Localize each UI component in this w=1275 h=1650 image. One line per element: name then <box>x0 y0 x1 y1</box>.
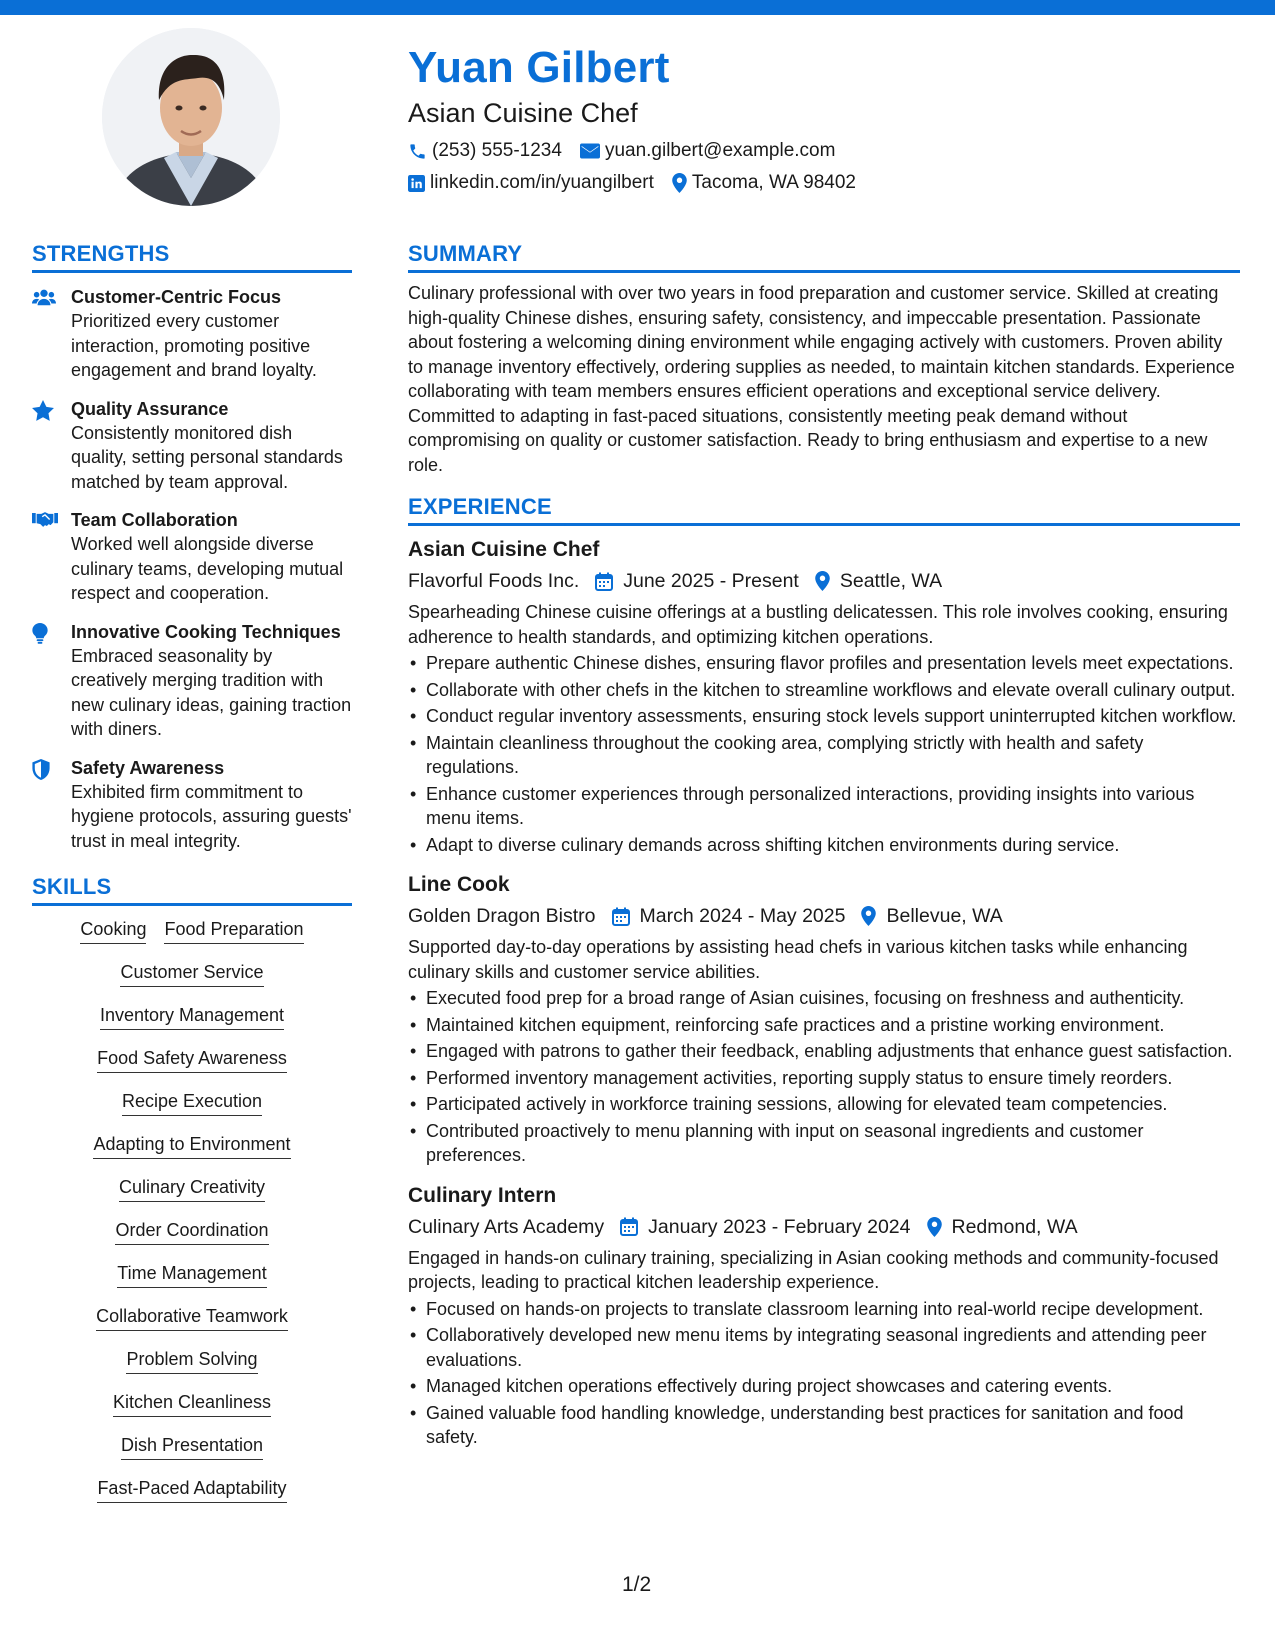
job-meta <box>408 567 1240 595</box>
linkedin-icon <box>408 175 425 192</box>
strength-item <box>32 620 352 742</box>
job-title: Line Cook <box>408 873 510 896</box>
job-company: Culinary Arts Academy <box>408 1215 605 1238</box>
job-bullets <box>408 651 1240 857</box>
location-text: Tacoma, WA 98402 <box>691 172 856 193</box>
strength-title: Innovative Cooking Techniques <box>71 621 341 642</box>
job-dates-wrap <box>620 1213 910 1241</box>
strength-desc: Embraced seasonality by creatively merging tradition with new culinary ideas, gaining traction with diners. <box>71 645 352 739</box>
contact-phone <box>408 139 562 163</box>
bullet-item: • Adapt to diverse culinary demands across shifting kitchen environments during service. <box>408 833 1240 858</box>
skill-tag: Problem Solving <box>126 1348 257 1374</box>
job-dates: January 2023 - February 2024 <box>648 1215 911 1238</box>
summary-text: Culinary professional with over two years in food preparation and customer service. Skilled at creating high-quality Chinese dishes, ensuring safety, consistency, and impeccable presentation. Passionate about fostering a welcoming dining environment while engaging actively with customers. Proven ability to manage inventory effectively, ordering supplies as needed, to maintain kitchen standards. Experience collaborating with team members ensures efficient operations and exceptional service delivery. Committed to adapting in fast-paced situations, consistently meeting peak demand without compromising on quality or customer satisfaction. Ready to bring enthusiasm and expertise to a new role. <box>408 283 1235 475</box>
map-pin-icon <box>815 571 830 591</box>
strength-item <box>32 397 352 495</box>
skill-tag: Adapting to Environment <box>93 1133 290 1159</box>
bullet-item: • Maintained kitchen equipment, reinforcing safe practices and a pristine working environment. <box>408 1013 1240 1038</box>
star-icon <box>32 400 54 421</box>
calendar-icon <box>620 1217 638 1236</box>
job-company: Golden Dragon Bistro <box>408 905 596 927</box>
job-location: Seattle, WA <box>839 570 943 592</box>
strengths-heading: STRENGTHS <box>32 240 352 273</box>
skills-heading: SKILLS <box>32 873 352 906</box>
job-location-wrap <box>861 902 1002 930</box>
profile-photo <box>102 28 280 206</box>
strength-title: Customer-Centric Focus <box>71 287 282 307</box>
strength-title: Safety Awareness <box>71 757 225 778</box>
skill-tag: Food Preparation <box>164 918 303 944</box>
skill-tag: Kitchen Cleanliness <box>113 1391 271 1417</box>
bullet-item: • Enhance customer experiences through personalized interactions, providing insights into various menu items. <box>408 782 1240 831</box>
skill-tag: Recipe Execution <box>122 1090 262 1116</box>
strength-title: Quality Assurance <box>71 398 229 419</box>
summary-heading: SUMMARY <box>408 240 1240 273</box>
bullet-item: • Contributed proactively to menu planning with input on seasonal ingredients and customer preferences. <box>408 1119 1240 1168</box>
users-icon <box>32 288 56 306</box>
handshake-icon <box>32 511 58 528</box>
skill-tag: Customer Service <box>120 961 263 987</box>
skill-tag: Culinary Creativity <box>119 1176 265 1202</box>
candidate-name: Yuan Gilbert <box>408 43 670 92</box>
job-description: Supported day-to-day operations by assisting head chefs in various kitchen tasks while enhancing culinary skills and customer service abilities. <box>408 937 1188 982</box>
job-description: Engaged in hands-on culinary training, specializing in Asian cooking methods and community-focused projects, leading to practical kitchen leadership experience. <box>408 1247 1219 1292</box>
bullet-item: • Executed food prep for a broad range of Asian cuisines, focusing on freshness and authenticity. <box>408 986 1240 1011</box>
bullet-item: • Performed inventory management activities, reporting supply status to ensure timely reorders. <box>408 1066 1240 1091</box>
skill-tag: Collaborative Teamwork <box>96 1305 288 1331</box>
strength-item <box>32 285 352 383</box>
skill-tag: Cooking <box>80 918 146 944</box>
skill-tag: Food Safety Awareness <box>97 1047 287 1073</box>
envelope-icon <box>580 143 600 159</box>
experience-heading: EXPERIENCE <box>408 493 1240 526</box>
shield-icon <box>32 759 50 780</box>
job-location-wrap <box>815 567 942 595</box>
bullet-item: • Maintain cleanliness throughout the cooking area, complying strictly with health and safety regulations. <box>408 731 1240 780</box>
job-bullets <box>408 1297 1240 1450</box>
map-pin-icon <box>672 173 687 193</box>
right-column <box>408 240 1240 1452</box>
contact-email <box>580 139 836 163</box>
contact-linkedin <box>408 171 654 195</box>
bullet-item: • Prepare authentic Chinese dishes, ensuring flavor profiles and presentation levels meet expectations. <box>408 651 1240 676</box>
candidate-role: Asian Cuisine Chef <box>408 98 638 128</box>
strength-item <box>32 508 352 606</box>
strength-desc: Worked well alongside diverse culinary teams, developing mutual respect and cooperation. <box>71 534 344 603</box>
bullet-item: • Managed kitchen operations effectively during project showcases and catering events. <box>408 1374 1240 1399</box>
bullet-item: • Gained valuable food handling knowledge, understanding best practices for sanitation and food safety. <box>408 1401 1240 1450</box>
linkedin-link[interactable]: linkedin.com/in/yuangilbert <box>430 172 654 193</box>
skill-tag: Order Coordination <box>115 1219 268 1245</box>
job-title: Culinary Intern <box>408 1183 557 1207</box>
top-accent-bar <box>0 0 1275 15</box>
strengths-list <box>32 285 352 853</box>
email-link[interactable]: yuan.gilbert@example.com <box>604 140 836 161</box>
left-column <box>32 240 352 1520</box>
strength-desc: Exhibited firm commitment to hygiene protocols, assuring guests' trust in meal integrity. <box>71 781 352 851</box>
job-meta <box>408 1213 1240 1241</box>
strength-item <box>32 756 352 854</box>
contact-row-1 <box>408 139 1238 163</box>
lightbulb-icon <box>32 623 48 644</box>
bullet-item: • Participated actively in workforce training sessions, allowing for elevated team competencies. <box>408 1092 1240 1117</box>
page-number: 1/2 <box>622 1573 652 1596</box>
job-entry <box>408 1182 1240 1450</box>
map-pin-icon <box>927 1217 942 1237</box>
job-dates-wrap <box>612 902 846 930</box>
skill-tag: Dish Presentation <box>121 1434 263 1460</box>
job-location: Redmond, WA <box>951 1215 1078 1238</box>
job-location: Bellevue, WA <box>886 905 1003 927</box>
bullet-item: • Conduct regular inventory assessments, ensuring stock levels support uninterrupted kitchen workflow. <box>408 704 1240 729</box>
job-location-wrap <box>927 1213 1078 1241</box>
skill-tag: Time Management <box>117 1262 266 1288</box>
phone-text[interactable]: (253) 555-1234 <box>432 140 562 161</box>
strength-desc: Consistently monitored dish quality, setting personal standards matched by team approval. <box>71 422 343 492</box>
calendar-icon <box>612 907 630 926</box>
job-title: Asian Cuisine Chef <box>408 538 600 561</box>
skill-tag: Inventory Management <box>100 1004 284 1030</box>
job-entry <box>408 536 1240 857</box>
job-meta <box>408 902 1240 930</box>
job-description: Spearheading Chinese cuisine offerings at a bustling delicatessen. This role involves cooking, ensuring adherence to health standards, and optimizing kitchen operations. <box>408 602 1228 647</box>
bullet-item: • Engaged with patrons to gather their feedback, enabling adjustments that enhance guest satisfaction. <box>408 1039 1240 1064</box>
map-pin-icon <box>861 906 876 926</box>
bullet-item: • Focused on hands-on projects to translate classroom learning into real-world recipe development. <box>408 1297 1240 1322</box>
skill-tag: Fast-Paced Adaptability <box>97 1477 286 1503</box>
strength-title: Team Collaboration <box>71 510 238 530</box>
contact-location <box>672 171 856 195</box>
job-bullets <box>408 986 1240 1168</box>
bullet-item: • Collaboratively developed new menu items by integrating seasonal ingredients and attending peer evaluations. <box>408 1323 1240 1372</box>
job-dates: June 2025 - Present <box>623 570 799 592</box>
job-dates: March 2024 - May 2025 <box>639 905 846 927</box>
contact-row-2 <box>408 171 1238 195</box>
phone-icon <box>408 142 427 161</box>
skills-list <box>32 918 352 1520</box>
job-company: Flavorful Foods Inc. <box>408 570 580 592</box>
job-entry <box>408 871 1240 1168</box>
job-dates-wrap <box>595 567 799 595</box>
bullet-item: • Collaborate with other chefs in the kitchen to streamline workflows and elevate overall culinary output. <box>408 678 1240 703</box>
calendar-icon <box>595 572 613 591</box>
resume-header <box>408 40 1238 195</box>
strength-desc: Prioritized every customer interaction, promoting positive engagement and brand loyalty. <box>71 311 317 380</box>
